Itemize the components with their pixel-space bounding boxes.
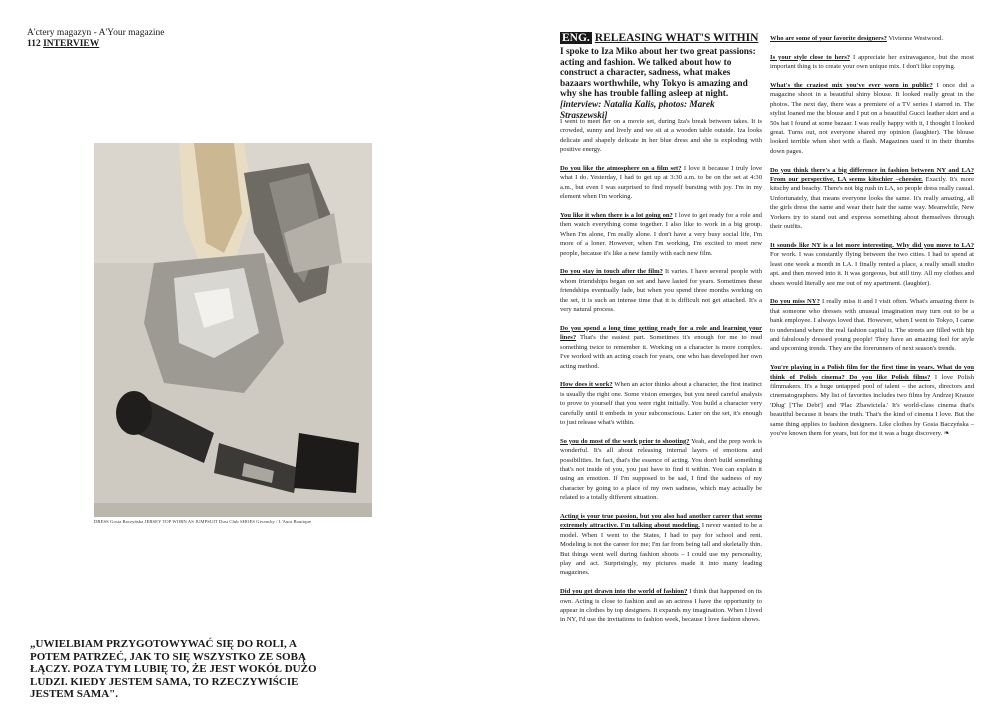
question: How does it work?	[560, 381, 613, 389]
fashion-photo	[94, 143, 372, 517]
text-column-1	[560, 117, 762, 634]
answer: I think that happened on its own. Acting is close to fashion and as an actress I have the opportunity to appear in clothes by top designers. It expands my imagination. When I lived in NY, I'd use the invitations to fashion week, because I love fashion shows.	[560, 588, 762, 624]
answer: When an actor thinks about a character, the first instinct is usually the right one. Some vision emerges, but you need careful analysis to prove to yourself that you were right initially. You build a character very carefully until it embeds in your subconscious. Later on the set, it's enough to just release what's within.	[560, 381, 762, 426]
answer: I appreciate her extravagance, but the most important thing is to create your own unique mix. I don't like copying.	[770, 53, 974, 71]
qa-paragraph	[560, 512, 762, 578]
answer: I love Polish filmmakers. It's a huge untapped pool of talent – the actors, directors and cinematographers. My list of favorites includes two films by Andrzej Krauze 'Dług' ['The Debt'] and 'Plac Zbawiciela.' It's world-class cinema that's beautiful because it bears the truth. That's the kind of cinema I love. But the same thing applies to fashion designers. Like clothes by Gosia Baczyńska – you've known them for years, but for me it was a huge discovery.	[770, 373, 974, 437]
question: Is your style close to hers?	[770, 53, 851, 61]
answer: I love it because I truly love what I do. Yesterday, I had to get up at 3:30 a.m. to be on the set at 4:30 a.m., but even I was surprised to find myself bursting with joy. I'm in my element when I'm working.	[560, 165, 762, 201]
qa-paragraph	[770, 53, 974, 72]
qa-paragraph	[770, 363, 974, 438]
qa-paragraph	[560, 267, 762, 314]
qa-paragraph	[770, 81, 974, 156]
photo-caption: DRESS Gosia Baczyńska JERSEY TOP WORN AS JUMPSUIT Dust Club SHOES Givenchy / L'Aura Boutique	[94, 519, 312, 524]
language-tag: ENG.	[562, 32, 590, 44]
qa-paragraph	[560, 380, 762, 427]
qa-paragraph	[770, 34, 974, 43]
question: Did you get drawn into the world of fashion?	[560, 588, 688, 596]
qa-paragraph	[560, 437, 762, 503]
question: Do you think there's a big difference in fashion between NY and LA? From our perspective, LA seems kitschier –cheesier.	[770, 166, 974, 184]
qa-paragraph	[560, 164, 762, 202]
answer: That's the easiest part. Sometimes it's enough for me to read something twice to remember it. Working on a character is more complex. I've worked with an acting coach for years, one who has developed her own acting method.	[560, 334, 762, 370]
intro-text: I spoke to Iza Miko about her two great passions: acting and fashion. We talked about how to construct a character, sadness, what makes bazaars worthwhile, why Tokyo is amazing and why she has trouble falling asleep at night.	[560, 47, 756, 100]
question: Do you spend a long time getting ready for a role and learning your lines?	[560, 324, 762, 342]
question: Acting is your true passion, but you also had another career that seems extremely attractive. I'm talking about modeling.	[560, 512, 762, 530]
qa-paragraph	[770, 166, 974, 232]
page-number: 112	[27, 39, 41, 49]
magazine-name: A'ctery magazyn - A'Your magazine	[27, 28, 165, 38]
lead-paragraph: I went to meet her on a movie set, during Iza's break between takes. It is crowded, sunny and lively and we sit at a wooden table outside. Iza looks delicate and shapely delicate in her blue dress and she is exploding with positive energy.	[560, 118, 762, 154]
question: You're playing in a Polish film for the first time in years. What do you think of Polish cinema? Do you like Polish films?	[770, 364, 974, 381]
answer: Yeah, and the prep work is wonderful. It's all about releasing internal layers of emotions and possibilities. In fact, that's the essence of acting. You don't build something that's not inside of you, you just have to find it within. You can explain it using an emotion. If I'm supposed to be sad, I find the sadness of my character by going to a place of my own sadness, which may actually be related to a totally different situation.	[560, 437, 762, 502]
pull-quote: „UWIELBIAM PRZYGOTOWYWAĆ SIĘ DO ROLI, A POTEM PATRZEĆ, JAK TO SIĘ WSZYSTKO ZE SOBĄ ŁĄCZY. POZA TYM LUBIĘ TO, ŻE JEST WOKÓŁ DUŻO LUDZI. KIEDY JESTEM SAMA, TO RZECZYWIŚCIE JESTEM SAMA".	[30, 638, 317, 700]
intro-credits: [interview: Natalia Kalis, photos: Marek Straszewski]	[560, 99, 715, 121]
qa-paragraph	[560, 211, 762, 258]
article-headline	[560, 32, 770, 44]
qa-paragraph	[560, 587, 762, 625]
answer: I once did a magazine shoot in a beautiful shiny blouse. It looked really great in the photos. The next day, there was a premiere of a TV series I starred in. The stylist loaned me the blouse and I put on a beautiful Gucci leather skirt and a 50s hat I found at some bazaar. I was really happy with it, I thought I looked great. Turns out, not everyone shared my opinion (laughter). The blouse looked terrible when shot with a flash. Magazines used it in their thumbs down pages.	[770, 82, 974, 155]
section-label: INTERVIEW	[43, 39, 100, 49]
answer: It varies. I have several people with whom friendships began on set and have lasted for years. Sometimes these friendships eventually fade, but when you spend three months working on the set, it is such an intense time that it is difficult not get attached. It's a very natural process.	[560, 268, 762, 314]
question: It sounds like NY is a lot more interesting. Why did you move to LA?	[770, 241, 974, 249]
answer: I never wanted to be a model. When I went to the States, I had to pay for school and rent. Modeling is not the career for me; I'm far from being tall and skeletally thin. But things went well during fashion shoots – I could use my personality, play and act. Surprisingly, my pictures made it into many leading magazines.	[560, 522, 762, 577]
text-column-2	[770, 34, 974, 448]
answer: I really miss it and I visit often. What's amazing there is that someone who dresses with unusual imagination may turn out to be a bank employee. I always loved that. However, when I went to Tokyo, I came to understand where the real fashion capital is. The streets are filled with hip and fabulously dressed young people! They have an amazing feel for style and upcoming trends. They are the forerunners of next season's trends.	[770, 298, 975, 353]
answer: Exactly. It's more kitschy and beachy. There's not big rush in LA, so people dress really casual. Unfortunately, that means everyone looks the same. It's really amazing, all the girls dress the same and wear their hair the same way. Meanwhile, New Yorkers try to stand out and express something about themselves through their outfits.	[770, 176, 974, 231]
question: Do you like the atmosphere on a film set?	[560, 165, 682, 173]
answer: For work. I was constantly flying between the two cities. I had to spend at least one week a month in LA. I finally rented a place, a really small studio apt. and then moved into it. It was gorgeous, but still tiny. All my clothes and shoes would literally see me out of my apartment. (laughter).	[770, 251, 974, 287]
question: You like it when there is a lot going on?	[560, 212, 673, 220]
answer: I love to get ready for a role and then watch everything come together. I also like to work in a big group. When I'm alone, I'm really alone. I don't have a very busy social life, I'm more of a loner. However, when I'm working, I'm excited to meet new people, because it's like a new family with each new film.	[560, 212, 762, 257]
page-line	[27, 39, 165, 50]
qa-paragraph	[770, 241, 974, 288]
qa-paragraph	[560, 324, 762, 371]
article-intro	[560, 47, 763, 121]
article-title: RELEASING WHAT'S WITHIN	[594, 32, 759, 44]
magazine-header	[27, 28, 165, 50]
question: What's the craziest mix you've ever worn in public?	[770, 82, 933, 89]
question: Do you miss NY?	[770, 298, 820, 306]
question: Do you stay in touch after the film?	[560, 268, 663, 276]
answer: Vivienne Westwood.	[886, 35, 944, 42]
qa-paragraph	[770, 297, 974, 353]
photo-illustration	[94, 143, 372, 517]
question: So you do most of the work prior to shooting?	[560, 437, 690, 445]
end-mark-icon: ❧	[943, 428, 950, 437]
question: Who are some of your favorite designers?	[770, 35, 887, 42]
